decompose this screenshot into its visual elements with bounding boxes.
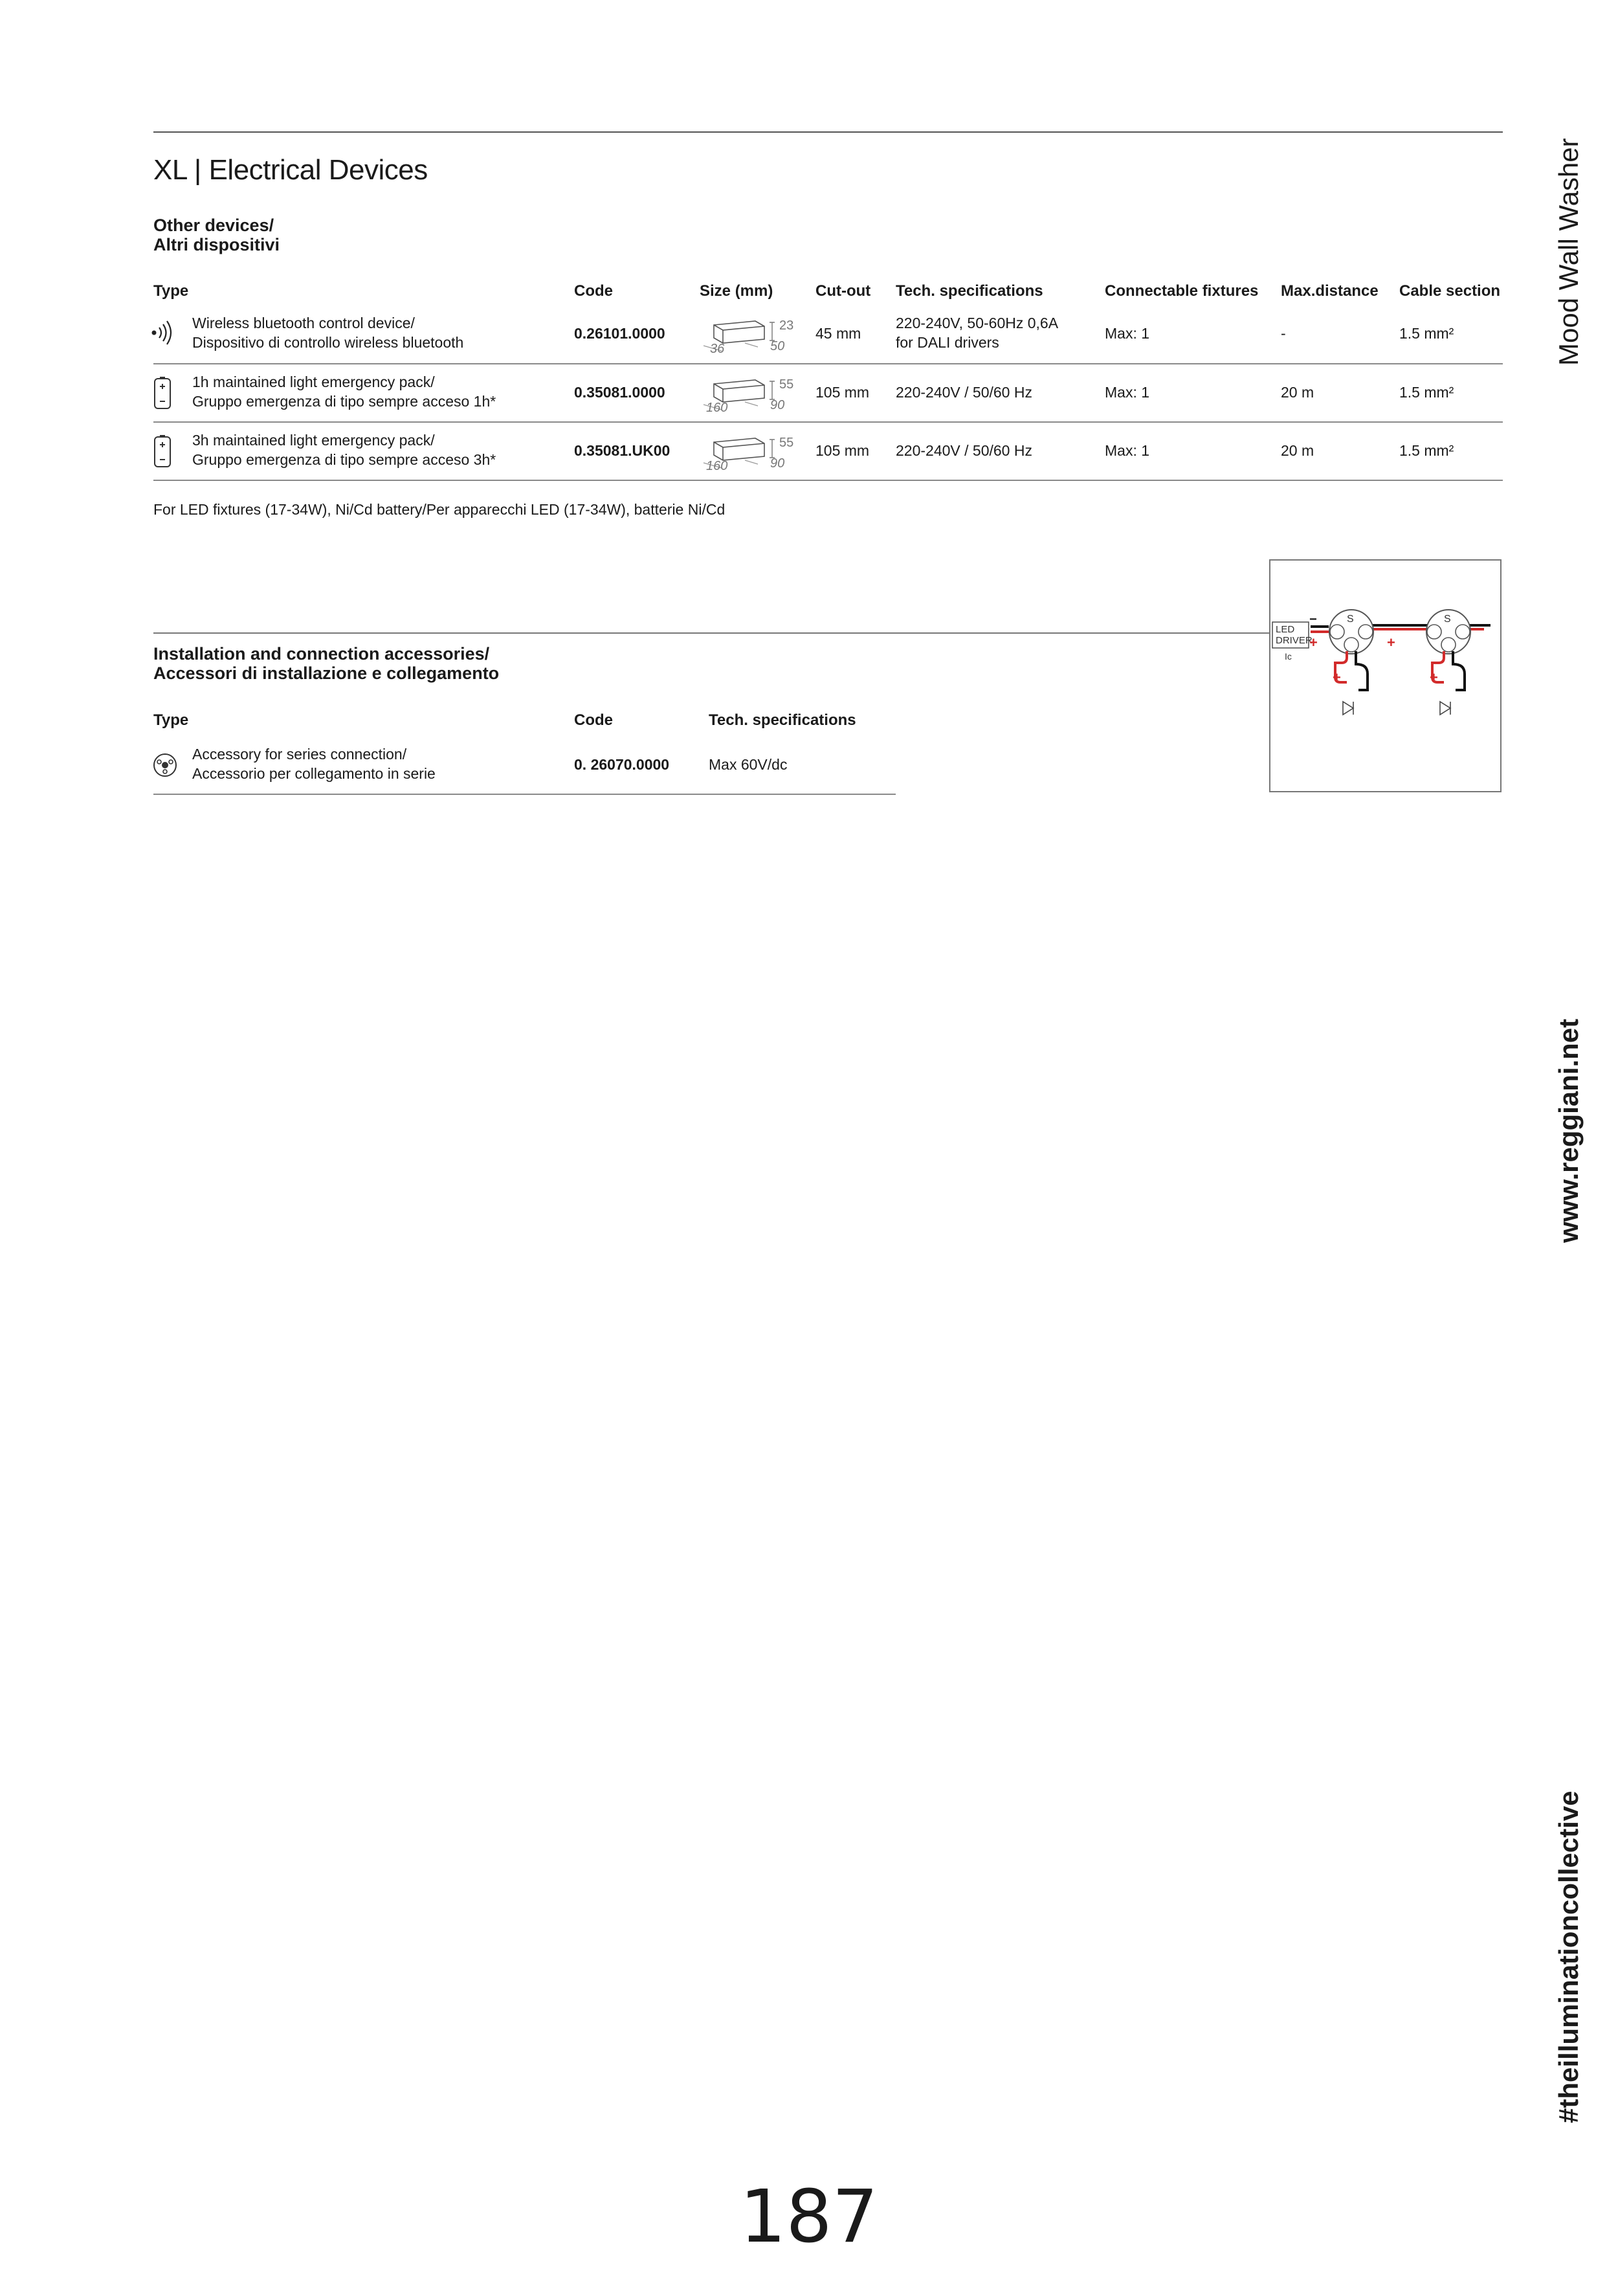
series-connector-icon [152, 752, 178, 778]
plus-sign: + [1387, 634, 1395, 651]
footnote: For LED fixtures (17-34W), Ni/Cd battery/Per apparecchi LED (17-34W), batterie Ni/Cd [153, 501, 726, 518]
col-tech: Tech. specifications [709, 711, 856, 729]
connector-letter: S [1347, 614, 1354, 625]
cutout-cell: 105 mm [815, 442, 870, 459]
connectable-cell: Max: 1 [1105, 442, 1150, 459]
other-devices-subtitle [153, 216, 280, 254]
driver-label-2: DRIVER [1276, 635, 1313, 646]
col-code: Code [574, 282, 613, 300]
size-height: 55 [779, 436, 794, 450]
col-tech: Tech. specifications [896, 282, 1043, 300]
col-connectable: Connectable fixtures [1105, 282, 1259, 300]
cable-section-cell: 1.5 mm² [1399, 442, 1454, 459]
size-length: 90 [770, 456, 785, 471]
size-height: 23 [779, 318, 794, 333]
code-cell: 0.26101.0000 [574, 325, 665, 342]
size-width: 160 [706, 401, 728, 415]
cutout-cell: 45 mm [815, 325, 861, 342]
wiring-diagram-svg [1270, 561, 1500, 791]
tech-line-1: 220-240V, 50-60Hz 0,6A [896, 315, 1059, 331]
type-it: Gruppo emergenza di tipo sempre acceso 1h* [192, 393, 496, 410]
max-distance-cell: 20 m [1281, 442, 1314, 459]
connector-letter: S [1444, 614, 1451, 625]
type-en: Wireless bluetooth control device/ [192, 315, 415, 331]
col-type: Type [153, 711, 189, 729]
size-width: 160 [706, 459, 728, 473]
top-rule [153, 131, 1503, 133]
row-divider [153, 421, 1503, 423]
cable-section-cell: 1.5 mm² [1399, 384, 1454, 401]
size-length: 50 [770, 339, 785, 353]
tech-cell [896, 313, 1058, 352]
type-it: Gruppo emergenza di tipo sempre acceso 3h* [192, 451, 496, 468]
col-max-distance: Max.distance [1281, 282, 1379, 300]
col-type: Type [153, 282, 189, 300]
driver-label-1: LED [1276, 624, 1295, 635]
size-diagram [700, 313, 803, 356]
row-divider [153, 480, 1503, 481]
type-en: Accessory for series connection/ [192, 746, 407, 763]
type-it: Accessorio per collegamento in serie [192, 765, 436, 782]
accessories-rule [153, 632, 1270, 634]
battery-icon [153, 377, 172, 410]
code-cell: 0.35081.UK00 [574, 442, 670, 459]
cable-section-cell: 1.5 mm² [1399, 325, 1454, 342]
battery-icon [153, 435, 172, 469]
type-cell [192, 430, 496, 469]
size-height: 55 [779, 377, 794, 392]
cutout-cell: 105 mm [815, 384, 870, 401]
code-cell: 0. 26070.0000 [574, 756, 670, 773]
connectable-cell: Max: 1 [1105, 325, 1150, 342]
type-cell [192, 372, 496, 411]
other-devices-subtitle-en: Other devices/ [153, 216, 274, 235]
max-distance-cell: 20 m [1281, 384, 1314, 401]
plus-sign: + [1333, 669, 1341, 685]
other-devices-subtitle-it: Altri dispositivi [153, 235, 280, 254]
plus-sign: + [1430, 669, 1438, 685]
driver-sub: Ic [1285, 651, 1292, 662]
tech-line-2: for DALI drivers [896, 334, 999, 351]
type-cell [192, 744, 436, 783]
sidebar-product: Mood Wall Washer [1553, 138, 1584, 366]
accessories-subtitle [153, 644, 499, 683]
col-cutout: Cut-out [815, 282, 871, 300]
connectable-cell: Max: 1 [1105, 384, 1150, 401]
accessories-subtitle-en: Installation and connection accessories/ [153, 644, 490, 663]
row-divider [153, 794, 896, 795]
minus-sign: − [1309, 612, 1317, 627]
code-cell: 0.35081.0000 [574, 384, 665, 401]
tech-cell: 220-240V / 50/60 Hz [896, 442, 1032, 459]
col-size: Size (mm) [700, 282, 773, 300]
wiring-diagram [1269, 559, 1502, 792]
type-en: 1h maintained light emergency pack/ [192, 373, 435, 390]
accessories-subtitle-it: Accessori di installazione e collegamento [153, 663, 500, 683]
max-distance-cell: - [1281, 325, 1286, 342]
size-length: 90 [770, 398, 785, 412]
size-width: 36 [710, 342, 725, 356]
type-en: 3h maintained light emergency pack/ [192, 432, 435, 449]
col-code: Code [574, 711, 613, 729]
size-diagram [700, 430, 803, 473]
plus-sign: + [1309, 634, 1318, 651]
section-title: XL | Electrical Devices [153, 154, 428, 186]
tech-cell: 220-240V / 50/60 Hz [896, 384, 1032, 401]
sidebar-hashtag: #theilluminationcollective [1553, 1790, 1584, 2123]
type-it: Dispositivo di controllo wireless bluetooth [192, 334, 464, 351]
bluetooth-signal-icon [151, 318, 177, 347]
sidebar-website: www.reggiani.net [1553, 1018, 1584, 1243]
row-divider [153, 363, 1503, 364]
size-diagram [700, 372, 803, 415]
col-cable-section: Cable section [1399, 282, 1501, 300]
page-number: 187 [740, 2175, 878, 2259]
tech-cell: Max 60V/dc [709, 756, 788, 773]
type-cell [192, 313, 463, 352]
